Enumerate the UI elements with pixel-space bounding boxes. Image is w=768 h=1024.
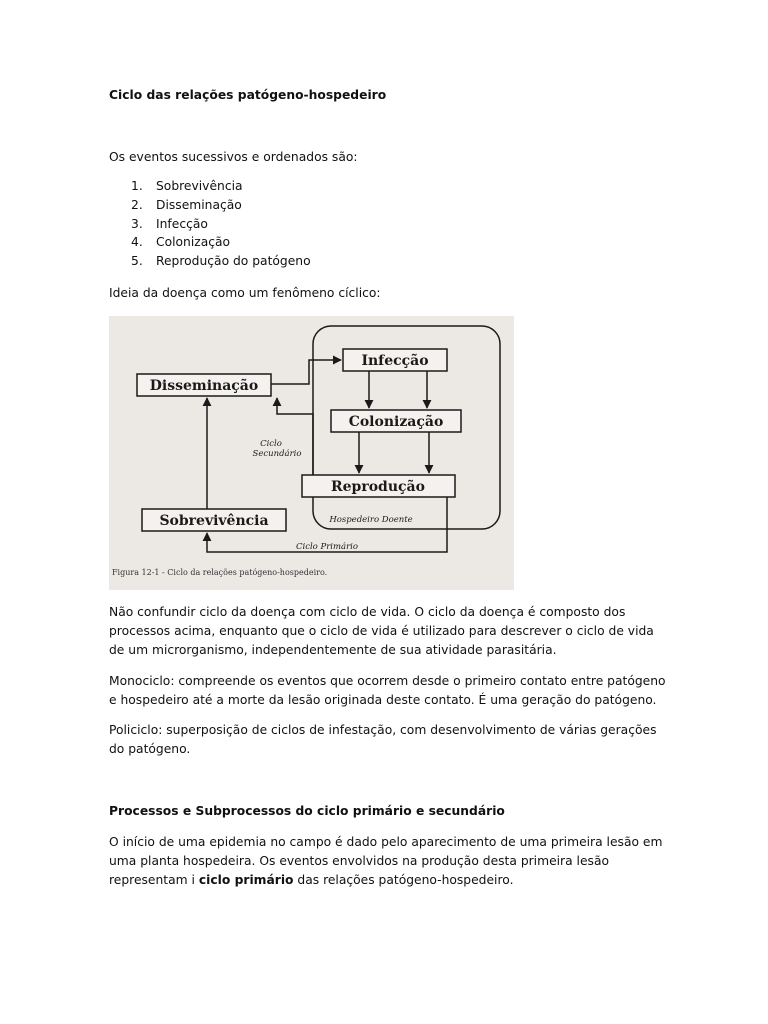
figure-caption: Figura 12-1 - Ciclo da relações patógeno-hospedeiro. [112,568,328,577]
label-colonizacao: Colonização [348,414,444,430]
label-ciclo-secundario-1: Ciclo [260,439,282,449]
arrow-dissem-infec [271,360,341,384]
label-hospedeiro-doente: Hospedeiro Doente [329,515,413,525]
section-heading-2: Processos e Subprocessos do ciclo primário e secundário [109,804,505,818]
paragraph-policiclo: Policiclo: superposição de ciclos de infestação, com desenvolvimento de várias gerações do patógeno. [109,723,657,756]
label-ciclo-secundario-2: Secundário [252,449,302,459]
label-reproducao: Reprodução [331,479,425,495]
section-heading: Ciclo das relações patógeno-hospedeiro [109,88,387,102]
arrow-secondary-cycle [277,398,313,475]
label-sobrevivencia: Sobrevivência [159,513,269,529]
intro-text: Os eventos sucessivos e ordenados são: [109,150,358,164]
list-item: 5. Reprodução do patógeno [131,254,311,268]
idea-text: Ideia da doença como um fenômeno cíclico: [109,286,381,300]
disease-cycle-figure [109,316,514,590]
paragraph-ciclo: Não confundir ciclo da doença com ciclo de vida. O ciclo da doença é composto dos processos acima, enquanto que o ciclo de vida é utilizado para descrever o ciclo de vida de um microrganismo, independentemente de sua atividade parasitária. [109,605,654,657]
list-item: 3. Infecção [131,217,208,231]
label-ciclo-primario: Ciclo Primário [295,542,359,552]
cycle-diagram [109,316,514,590]
paragraph-epidemia: O início de uma epidemia no campo é dado pelo aparecimento de uma primeira lesão em uma planta hospedeira. Os eventos envolvidos na produção desta primeira lesão representam i ciclo primário das relações patógeno-hospedeiro. [109,835,663,887]
bold-term: ciclo primário [198,873,294,887]
list-item: 4. Colonização [131,235,231,249]
list-item: 1. Sobrevivência [131,179,243,193]
label-disseminacao: Disseminação [149,378,259,394]
label-infeccao: Infecção [361,353,429,369]
paragraph-monociclo: Monociclo: compreende os eventos que ocorrem desde o primeiro contato entre patógeno e hospedeiro até a morte da lesão originada deste contato. É uma geração do patógeno. [109,674,666,707]
list-item: 2. Disseminação [131,198,242,212]
